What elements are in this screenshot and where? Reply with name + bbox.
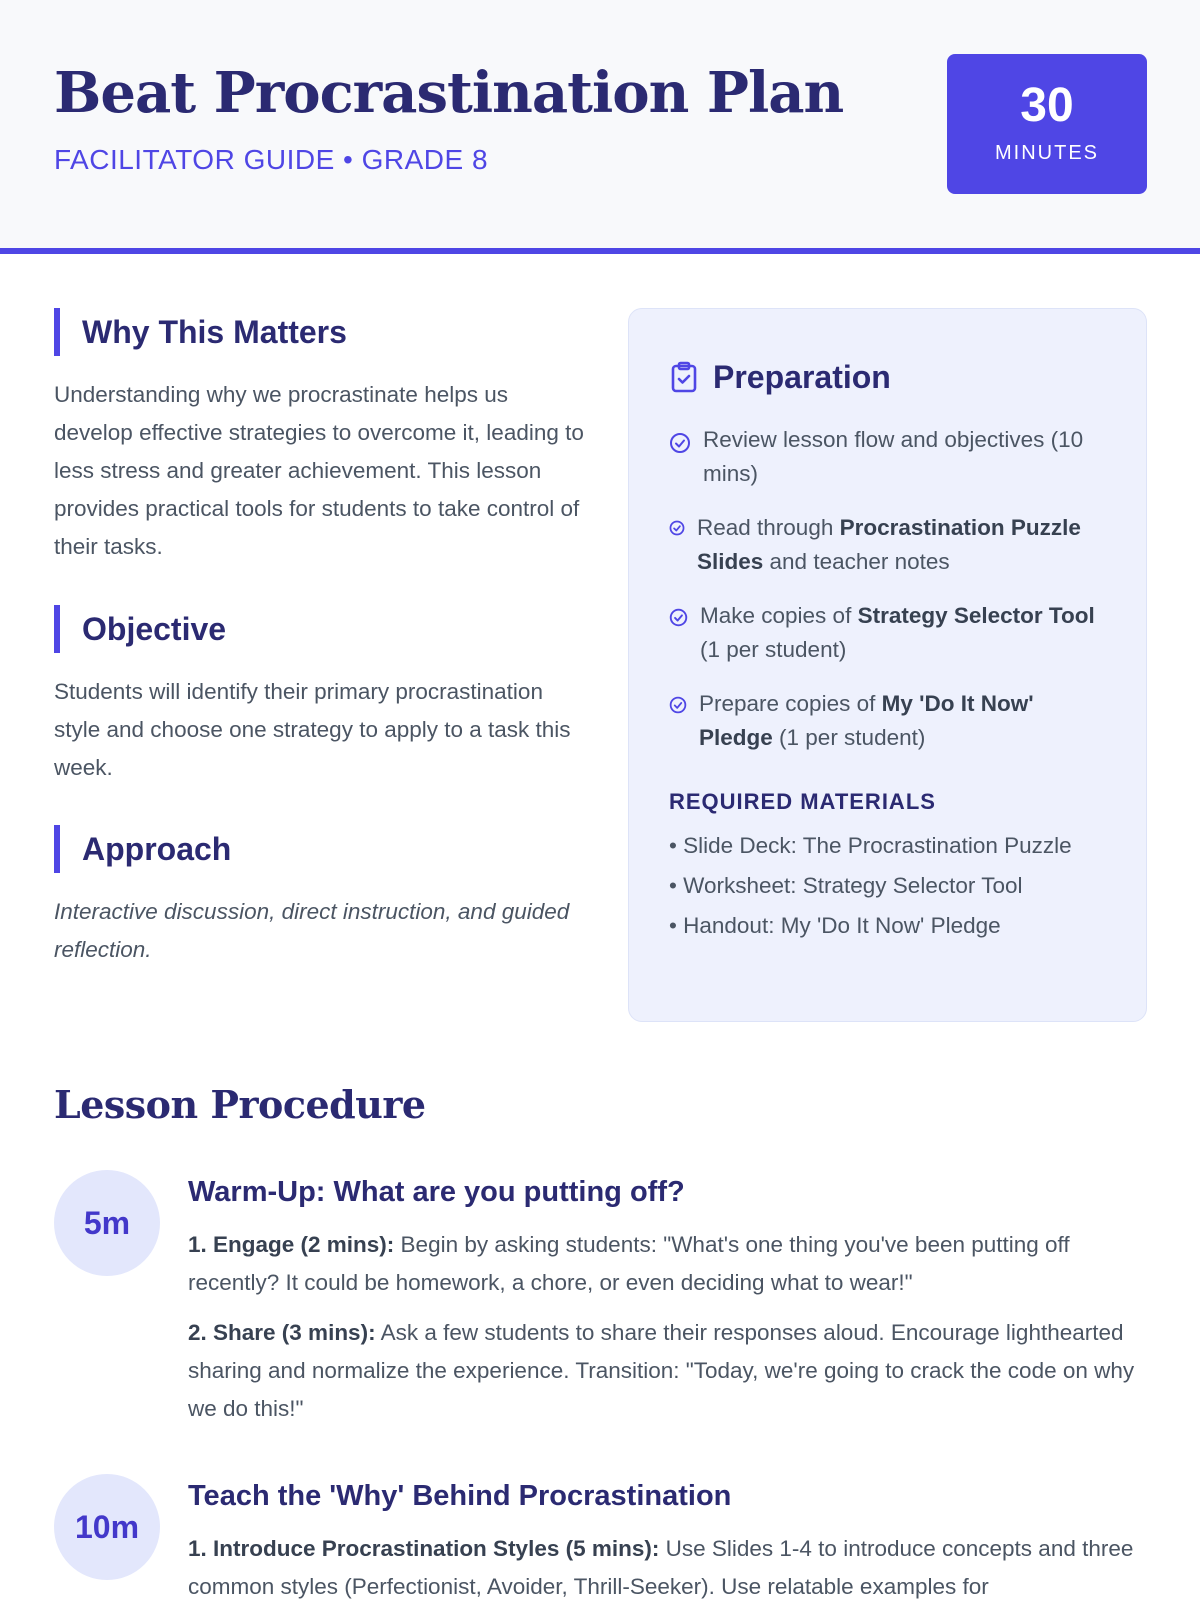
preparation-item <box>669 687 1109 755</box>
why-this-matters-body: Understanding why we procrastinate helps us develop effective strategies to overcome it, leading to less stress and greater achievement. This lesson provides practical tools for students to take control of their tasks. <box>54 382 584 559</box>
clipboard-check-icon <box>671 361 697 393</box>
material-item: • Worksheet: Strategy Selector Tool <box>669 873 1023 898</box>
material-item: • Slide Deck: The Procrastination Puzzle <box>669 833 1072 858</box>
duration-unit: MINUTES <box>995 142 1099 164</box>
step-duration-badge: 5m <box>54 1170 160 1276</box>
required-materials-heading: REQUIRED MATERIALS <box>669 789 936 814</box>
preparation-card <box>628 308 1147 1022</box>
document-title: Beat Procrastination Plan <box>54 60 844 126</box>
lesson-procedure-heading: Lesson Procedure <box>54 1082 426 1127</box>
step-paragraph: 2. Share (3 mins): Ask a few students to share their responses aloud. Encourage lighthearted sharing and normalize the experience. Transition: "Today, we're going to crack the code on why we do this!" <box>188 1320 1135 1421</box>
check-circle-icon <box>669 696 687 714</box>
why-this-matters-heading: Why This Matters <box>54 308 584 356</box>
approach-section <box>54 825 584 969</box>
preparation-item <box>669 511 1109 579</box>
preparation-heading-text: Preparation <box>713 358 891 395</box>
document-subtitle: FACILITATOR GUIDE • GRADE 8 <box>54 144 489 175</box>
approach-heading: Approach <box>54 825 584 873</box>
material-item: • Handout: My 'Do It Now' Pledge <box>669 913 1001 938</box>
duration-badge <box>947 54 1147 194</box>
preparation-heading <box>671 353 891 401</box>
step-duration-badge: 10m <box>54 1474 160 1580</box>
procedure-step <box>54 1474 1154 1600</box>
step-paragraph: 1. Engage (2 mins): Begin by asking students: "What's one thing you've been putting off recently? It could be homework, a chore, or even deciding what to wear!" <box>188 1232 1070 1295</box>
objective-heading: Objective <box>54 605 584 653</box>
preparation-item-text: Prepare copies of My 'Do It Now' Pledge (1 per student) <box>699 691 1034 750</box>
step-title: Warm-Up: What are you putting off? <box>188 1176 685 1208</box>
objective-section <box>54 605 584 787</box>
preparation-item-text: Make copies of Strategy Selector Tool (1 per student) <box>700 603 1095 662</box>
step-content <box>188 1474 1154 1600</box>
preparation-item <box>669 599 1109 667</box>
approach-body: Interactive discussion, direct instruction, and guided reflection. <box>54 899 570 962</box>
preparation-item-text: Read through Procrastination Puzzle Slides and teacher notes <box>697 515 1081 574</box>
step-title: Teach the 'Why' Behind Procrastination <box>188 1480 732 1512</box>
preparation-item <box>669 423 1109 491</box>
check-circle-icon <box>669 520 685 536</box>
document-header <box>0 0 1200 254</box>
check-circle-icon <box>669 432 691 454</box>
step-content <box>188 1170 1154 1428</box>
check-circle-icon <box>669 608 688 627</box>
why-this-matters-section <box>54 308 584 566</box>
preparation-item-text: Review lesson flow and objectives (10 mins) <box>703 427 1084 486</box>
required-materials-list <box>669 829 1109 949</box>
step-paragraph: 1. Introduce Procrastination Styles (5 mins): Use Slides 1-4 to introduce concepts and three common styles (Perfectionist, Avoider, Thrill-Seeker). Use relatable examples for <box>188 1536 1134 1599</box>
preparation-list <box>669 423 1109 775</box>
duration-value: 30 <box>1020 79 1074 132</box>
procedure-step <box>54 1170 1154 1430</box>
objective-body: Students will identify their primary procrastination style and choose one strategy to apply to a task this week. <box>54 679 571 780</box>
